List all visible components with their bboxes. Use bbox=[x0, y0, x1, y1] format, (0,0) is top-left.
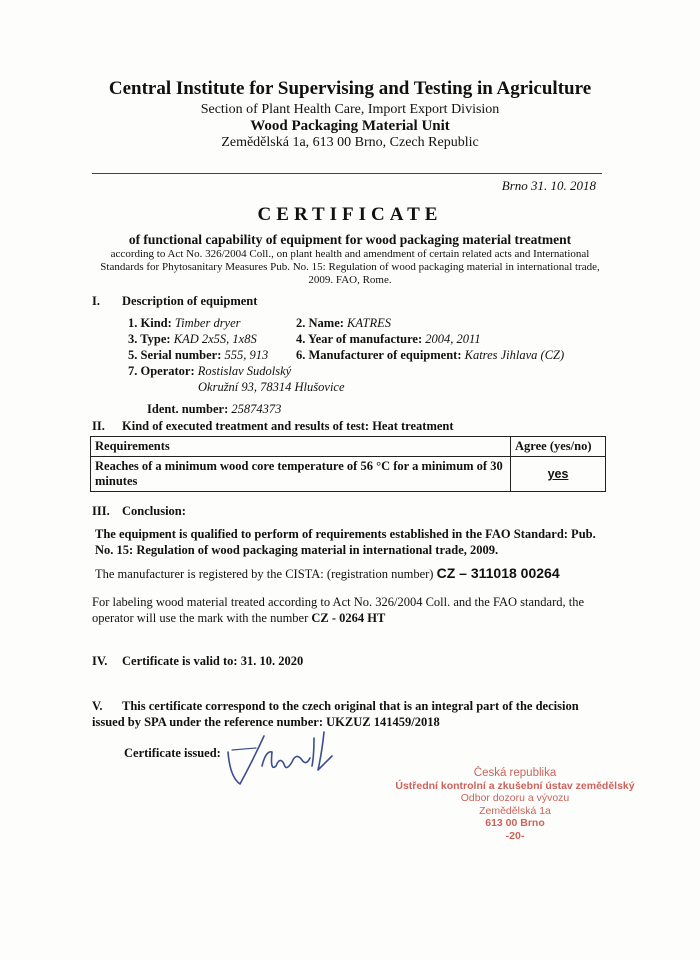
section-4-heading bbox=[92, 654, 303, 669]
section-1-title: Description of equipment bbox=[122, 294, 258, 308]
header-divider bbox=[92, 173, 602, 174]
section-2-heading bbox=[92, 419, 454, 434]
field-operator-address: Okružní 93, 78314 Hlušovice bbox=[198, 380, 345, 394]
section-1-heading bbox=[92, 294, 257, 309]
mark-number: CZ - 0264 HT bbox=[311, 611, 386, 625]
certificate-subtitle: of functional capability of equipment for wood packaging material treatment bbox=[128, 232, 572, 247]
field-ident-value: 25874373 bbox=[231, 402, 282, 416]
header-requirements: Requirements bbox=[91, 437, 511, 457]
field-kind: 1. Kind: Timber dryer bbox=[128, 316, 241, 330]
requirement-agree-value: yes bbox=[511, 457, 606, 492]
unit-name: Wood Packaging Material Unit bbox=[250, 118, 450, 134]
institute-address: Zemědělská 1a, 613 00 Brno, Czech Republic bbox=[221, 135, 479, 150]
issue-date: Brno 31. 10. 2018 bbox=[501, 178, 596, 193]
table-row bbox=[91, 457, 606, 492]
field-name-value: KATRES bbox=[347, 316, 392, 330]
section-name: Section of Plant Health Care, Import Export Division bbox=[200, 102, 500, 117]
field-kind-value: Timber dryer bbox=[174, 316, 241, 330]
section-5-text: This certificate correspond to the czech original that is an integral part of the decision issued by SPA under the reference number: UKZUZ 141459/2018 bbox=[92, 699, 579, 729]
labeling-paragraph bbox=[92, 594, 622, 626]
field-year-value: 2004, 2011 bbox=[425, 332, 481, 346]
section-2-title: Kind of executed treatment and results of test: Heat treatment bbox=[122, 419, 454, 433]
header-agree: Agree (yes/no) bbox=[511, 437, 606, 457]
certificate-title: CERTIFICATE bbox=[257, 204, 443, 225]
registration-line bbox=[95, 565, 635, 582]
section-1-number: I. bbox=[92, 294, 100, 308]
field-manufacturer-value: Katres Jihlava (CZ) bbox=[464, 348, 565, 362]
certificate-description: according to Act No. 326/2004 Coll., on plant health and amendment of certain related acts and International Standards for Phytosanitary Measures Pub. No. 15: Regulation of wood packaging material in international trade, 2009. FAO, Rome. bbox=[100, 248, 600, 286]
field-operator: 7. Operator: Rostislav Sudolský bbox=[128, 364, 292, 378]
field-manufacturer: 6. Manufacturer of equipment: Katres Jihlava (CZ) bbox=[296, 348, 565, 362]
requirement-text: Reaches of a minimum wood core temperature of 56 °C for a minimum of 30 minutes bbox=[91, 457, 511, 492]
registration-text: The manufacturer is registered by the CISTA: (registration number) bbox=[95, 567, 434, 581]
field-type-value: KAD 2x5S, 1x8S bbox=[173, 332, 257, 346]
section-2-number: II. bbox=[92, 419, 105, 433]
section-5-number: V. bbox=[92, 699, 103, 713]
section-5-block bbox=[92, 698, 612, 730]
field-name: 2. Name: KATRES bbox=[296, 316, 392, 330]
institute-name: Central Institute for Supervising and Testing in Agriculture bbox=[108, 78, 592, 99]
field-operator-value: Rostislav Sudolský bbox=[197, 364, 292, 378]
conclusion-statement: The equipment is qualified to perform of requirements established in the FAO Standard: Pub. No. 15: Regulation of wood packaging material in international trade, 2009. bbox=[95, 527, 596, 557]
field-year: 4. Year of manufacture: 2004, 2011 bbox=[296, 332, 481, 346]
field-serial-value: 555, 913 bbox=[224, 348, 269, 362]
signature-image bbox=[222, 722, 352, 792]
registration-number: CZ – 311018 00264 bbox=[436, 565, 560, 581]
section-3-number: III. bbox=[92, 504, 110, 518]
field-type: 3. Type: KAD 2x5S, 1x8S bbox=[128, 332, 257, 346]
requirements-table bbox=[90, 436, 606, 492]
official-stamp: Česká republika Ústřední kontrolní a zkušební ústav zemědělský Odbor dozoru a vývozu Zemědělská 1a 613 00 Brno -20- bbox=[395, 767, 635, 842]
section-3-title: Conclusion: bbox=[122, 504, 186, 518]
section-4-number: IV. bbox=[92, 654, 108, 668]
issued-label: Certificate issued: bbox=[124, 746, 221, 760]
field-ident: Ident. number: 25874373 bbox=[147, 402, 282, 416]
validity-text: Certificate is valid to: 31. 10. 2020 bbox=[122, 654, 304, 668]
field-serial: 5. Serial number: 555, 913 bbox=[128, 348, 269, 362]
labeling-text: For labeling wood material treated according to Act No. 326/2004 Coll. and the FAO standard, the operator will use the mark with the number bbox=[92, 595, 585, 625]
table-header-row bbox=[91, 437, 606, 457]
section-3-heading bbox=[92, 504, 186, 519]
